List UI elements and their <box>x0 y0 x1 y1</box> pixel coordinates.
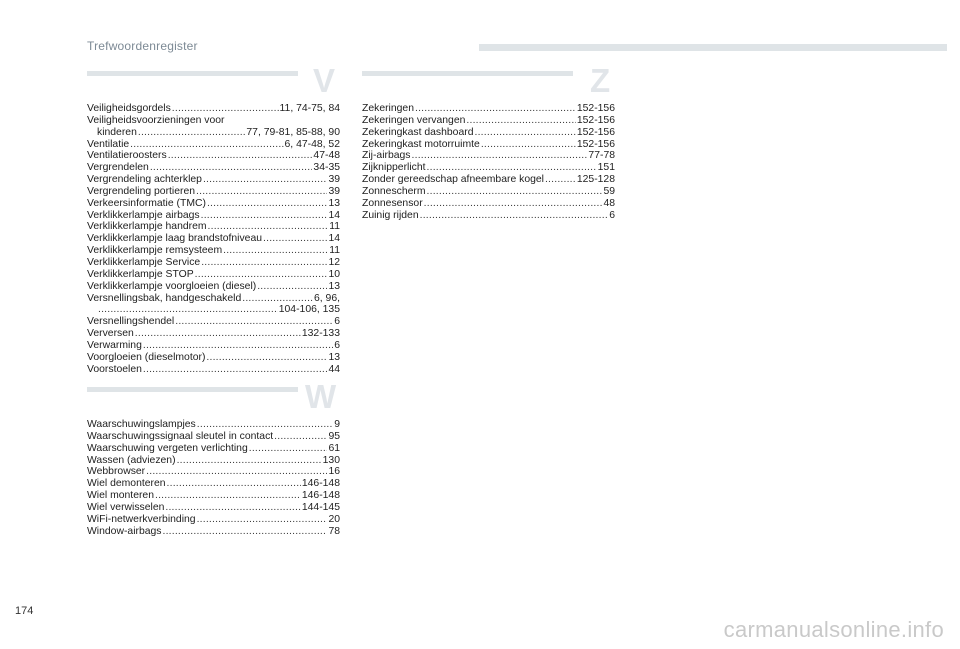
index-entry <box>362 174 615 186</box>
index-entry-term: Zonder gereedschap afneembare kogel <box>362 174 544 186</box>
index-entry-term: Ventilatie <box>87 138 130 150</box>
index-entry <box>87 316 340 328</box>
index-entry <box>87 210 340 222</box>
index-entry <box>87 443 340 455</box>
index-entry-pages: 77, 79-81, 85-88, 90 <box>246 126 340 138</box>
index-entry-term: Verklikkerlampje STOP <box>87 268 194 280</box>
index-entry <box>362 150 615 162</box>
index-entry-pages: 151 <box>597 162 615 174</box>
index-entry-term: Verklikkerlampje remsysteem <box>87 245 223 257</box>
index-entry-term: Waarschuwing vergeten verlichting <box>87 442 248 454</box>
index-entry-term: Zonnesensor <box>362 197 423 209</box>
dot-leader <box>249 443 328 455</box>
dot-leader <box>135 328 301 340</box>
dot-leader <box>172 103 279 115</box>
index-entry-term: Verklikkerlampje airbags <box>87 209 200 221</box>
index-entry <box>87 162 340 174</box>
index-entry-pages: 6, 96, <box>314 292 340 304</box>
index-entry-pages: 130 <box>322 454 340 466</box>
index-entry-pages: 6, 47-48, 52 <box>284 138 340 150</box>
index-entry <box>362 198 615 210</box>
dot-leader <box>155 490 301 502</box>
index-entry-pages: 125-128 <box>576 174 615 186</box>
index-entry-pages: 14 <box>328 233 340 245</box>
index-entry-term: Wiel demonteren <box>87 478 166 490</box>
index-entry-pages: 39 <box>328 174 340 186</box>
index-entry-pages: 48 <box>603 197 615 209</box>
index-entry-pages: 104-106, 135 <box>278 304 340 316</box>
index-entry <box>87 490 340 502</box>
index-entry-pages: 152-156 <box>576 114 615 126</box>
index-entry-pages: 11, 74-75, 84 <box>279 103 340 114</box>
index-entry <box>362 115 615 127</box>
section-v-letter: V <box>313 62 336 99</box>
dot-leader <box>150 162 313 174</box>
index-entry-pages: 14 <box>328 209 340 221</box>
dot-leader <box>196 186 327 198</box>
dot-leader <box>274 431 327 443</box>
index-entry-term: Zekeringen <box>362 103 414 114</box>
index-entry-term: Waarschuwingssignaal sleutel in contact <box>87 430 274 442</box>
dot-leader <box>466 115 575 127</box>
index-entry-term: Verversen <box>87 328 134 340</box>
dot-leader <box>420 210 609 222</box>
dot-leader <box>195 269 328 281</box>
index-entry-term: Verkeersinformatie (TMC) <box>87 197 206 209</box>
index-entry <box>362 127 615 139</box>
index-entry-term: Verklikkerlampje laag brandstofniveau <box>87 233 263 245</box>
index-entry-term: Veiligheidsvoorzieningen voor <box>87 114 225 126</box>
dot-leader <box>197 514 328 526</box>
index-entry-pages: 95 <box>328 430 340 442</box>
index-entry-term: Zekeringkast motorruimte <box>362 138 480 150</box>
dot-leader <box>208 221 329 233</box>
index-entry-term: Wiel verwisselen <box>87 501 165 513</box>
dot-leader <box>474 127 575 139</box>
index-entry <box>87 455 340 467</box>
dot-leader <box>168 150 313 162</box>
dot-leader <box>143 340 333 352</box>
index-entry <box>87 103 340 115</box>
index-entry <box>87 431 340 443</box>
index-entry-term: Veiligheidsgordels <box>87 103 171 114</box>
section-w-letter: W <box>305 378 337 415</box>
section-z-letter: Z <box>590 62 611 99</box>
dot-leader <box>201 257 327 269</box>
index-entry <box>87 328 340 340</box>
index-entry <box>362 210 615 222</box>
index-entry-pages: 11 <box>329 245 340 257</box>
index-entry-term: Versnellingshendel <box>87 316 175 328</box>
index-entry-term: Vergrendeling portieren <box>87 185 196 197</box>
dot-leader <box>427 186 603 198</box>
index-entry <box>87 245 340 257</box>
index-entry-term: Zekeringkast dashboard <box>362 126 474 138</box>
dot-leader <box>263 233 327 245</box>
index-entry <box>87 127 340 139</box>
index-entry-pages: 13 <box>328 197 340 209</box>
index-entry-term: Zuinig rijden <box>362 209 419 221</box>
index-entry-term: Window-airbags <box>87 525 162 537</box>
dot-leader <box>98 304 278 316</box>
index-entry <box>87 269 340 281</box>
index-entry <box>87 340 340 352</box>
index-entry <box>87 257 340 269</box>
index-entry-term: Vergrendelen <box>87 162 149 174</box>
page-number: 174 <box>15 605 34 617</box>
dot-leader <box>165 502 300 514</box>
index-entry-term: Zij-airbags <box>362 150 411 162</box>
index-entry-pages: 152-156 <box>576 103 615 114</box>
index-entry-pages: 39 <box>328 185 340 197</box>
dot-leader <box>206 352 327 364</box>
index-entry <box>87 419 340 431</box>
index-entry-pages: 59 <box>603 185 615 197</box>
dot-leader <box>415 103 576 115</box>
index-entry <box>87 364 340 376</box>
index-entry <box>87 174 340 186</box>
index-entry <box>87 150 340 162</box>
dot-leader <box>412 150 588 162</box>
section-w-entries <box>87 419 340 537</box>
section-z-entries <box>362 103 615 221</box>
dot-leader <box>481 139 576 151</box>
index-entry-term: Zonnescherm <box>362 185 426 197</box>
dot-leader <box>163 526 328 538</box>
index-entry <box>87 115 340 127</box>
index-entry-pages: 16 <box>328 466 340 478</box>
dot-leader <box>177 455 322 467</box>
index-entry-pages: 146-148 <box>301 478 340 490</box>
index-entry-pages: 9 <box>334 419 340 430</box>
index-entry-term: Versnellingsbak, handgeschakeld <box>87 292 242 304</box>
dot-leader <box>146 466 327 478</box>
index-entry-pages: 44 <box>328 363 340 375</box>
index-entry-pages: 6 <box>334 316 340 328</box>
dot-leader <box>143 364 328 376</box>
index-entry-pages: 6 <box>609 209 615 221</box>
index-entry-term: Wassen (adviezen) <box>87 454 176 466</box>
index-entry <box>87 233 340 245</box>
index-entry <box>87 466 340 478</box>
index-entry-pages: 152-156 <box>576 138 615 150</box>
index-entry <box>87 514 340 526</box>
index-entry-pages: 132-133 <box>301 328 340 340</box>
section-v-rule <box>87 71 298 76</box>
index-entry-pages: 6 <box>334 339 340 351</box>
index-entry-pages: 20 <box>328 513 340 525</box>
section-v-entries <box>87 103 340 375</box>
dot-leader <box>424 198 603 210</box>
index-entry-term: Verklikkerlampje Service <box>87 256 201 268</box>
index-entry <box>362 103 615 115</box>
index-entry-pages: 13 <box>328 351 340 363</box>
dot-leader <box>545 174 576 186</box>
index-entry-term: Zekeringen vervangen <box>362 114 466 126</box>
index-entry <box>87 352 340 364</box>
index-entry-pages: 13 <box>328 280 340 292</box>
index-entry <box>87 139 340 151</box>
index-entry-pages: 144-145 <box>301 501 340 513</box>
index-entry-pages: 34-35 <box>313 162 340 174</box>
index-entry-term: Voorgloeien (dieselmotor) <box>87 351 206 363</box>
page-header-title: Trefwoordenregister <box>87 39 198 53</box>
index-entry-term: Verklikkerlampje handrem <box>87 221 207 233</box>
index-entry <box>362 139 615 151</box>
index-entry-pages: 11 <box>329 221 340 233</box>
index-entry-term: Waarschuwingslampjes <box>87 419 196 430</box>
index-entry <box>87 502 340 514</box>
dot-leader <box>167 478 301 490</box>
index-entry-term: Vergrendeling achterklep <box>87 174 202 186</box>
index-entry <box>362 186 615 198</box>
index-entry <box>87 526 340 538</box>
dot-leader <box>138 127 246 139</box>
index-entry-term: Zijknipperlicht <box>362 162 426 174</box>
section-z-rule <box>362 71 573 76</box>
index-entry <box>87 478 340 490</box>
dot-leader <box>427 162 597 174</box>
index-entry-term: Verklikkerlampje voorgloeien (diesel) <box>87 280 257 292</box>
dot-leader <box>242 293 313 305</box>
index-entry-term: Ventilatieroosters <box>87 150 167 162</box>
index-entry-pages: 61 <box>328 442 340 454</box>
index-entry <box>362 162 615 174</box>
dot-leader <box>197 419 333 431</box>
index-entry-term: WiFi-netwerkverbinding <box>87 513 196 525</box>
index-entry-term: kinderen <box>97 126 137 138</box>
watermark: carmanualsonline.info <box>723 617 944 642</box>
index-entry <box>87 186 340 198</box>
dot-leader <box>201 210 328 222</box>
index-entry-term: Voorstoelen <box>87 363 142 375</box>
index-entry <box>87 293 340 305</box>
dot-leader <box>130 139 283 151</box>
index-entry <box>87 281 340 293</box>
index-entry-pages: 10 <box>328 268 340 280</box>
dot-leader <box>257 281 327 293</box>
dot-leader <box>203 174 327 186</box>
page-header-bar <box>479 44 947 51</box>
index-entry <box>87 221 340 233</box>
index-entry-pages: 12 <box>328 256 340 268</box>
index-entry <box>87 304 340 316</box>
index-entry-term: Wiel monteren <box>87 490 154 502</box>
dot-leader <box>175 316 333 328</box>
index-entry-pages: 47-48 <box>313 150 340 162</box>
index-entry-term: Verwarming <box>87 339 142 351</box>
section-w-rule <box>87 387 298 392</box>
dot-leader <box>223 245 328 257</box>
index-entry-pages: 77-78 <box>588 150 615 162</box>
index-entry-pages: 146-148 <box>301 490 340 502</box>
index-entry-term: Webbrowser <box>87 466 146 478</box>
index-entry-pages: 152-156 <box>576 126 615 138</box>
index-entry-pages: 78 <box>328 525 340 537</box>
index-entry <box>87 198 340 210</box>
dot-leader <box>207 198 327 210</box>
